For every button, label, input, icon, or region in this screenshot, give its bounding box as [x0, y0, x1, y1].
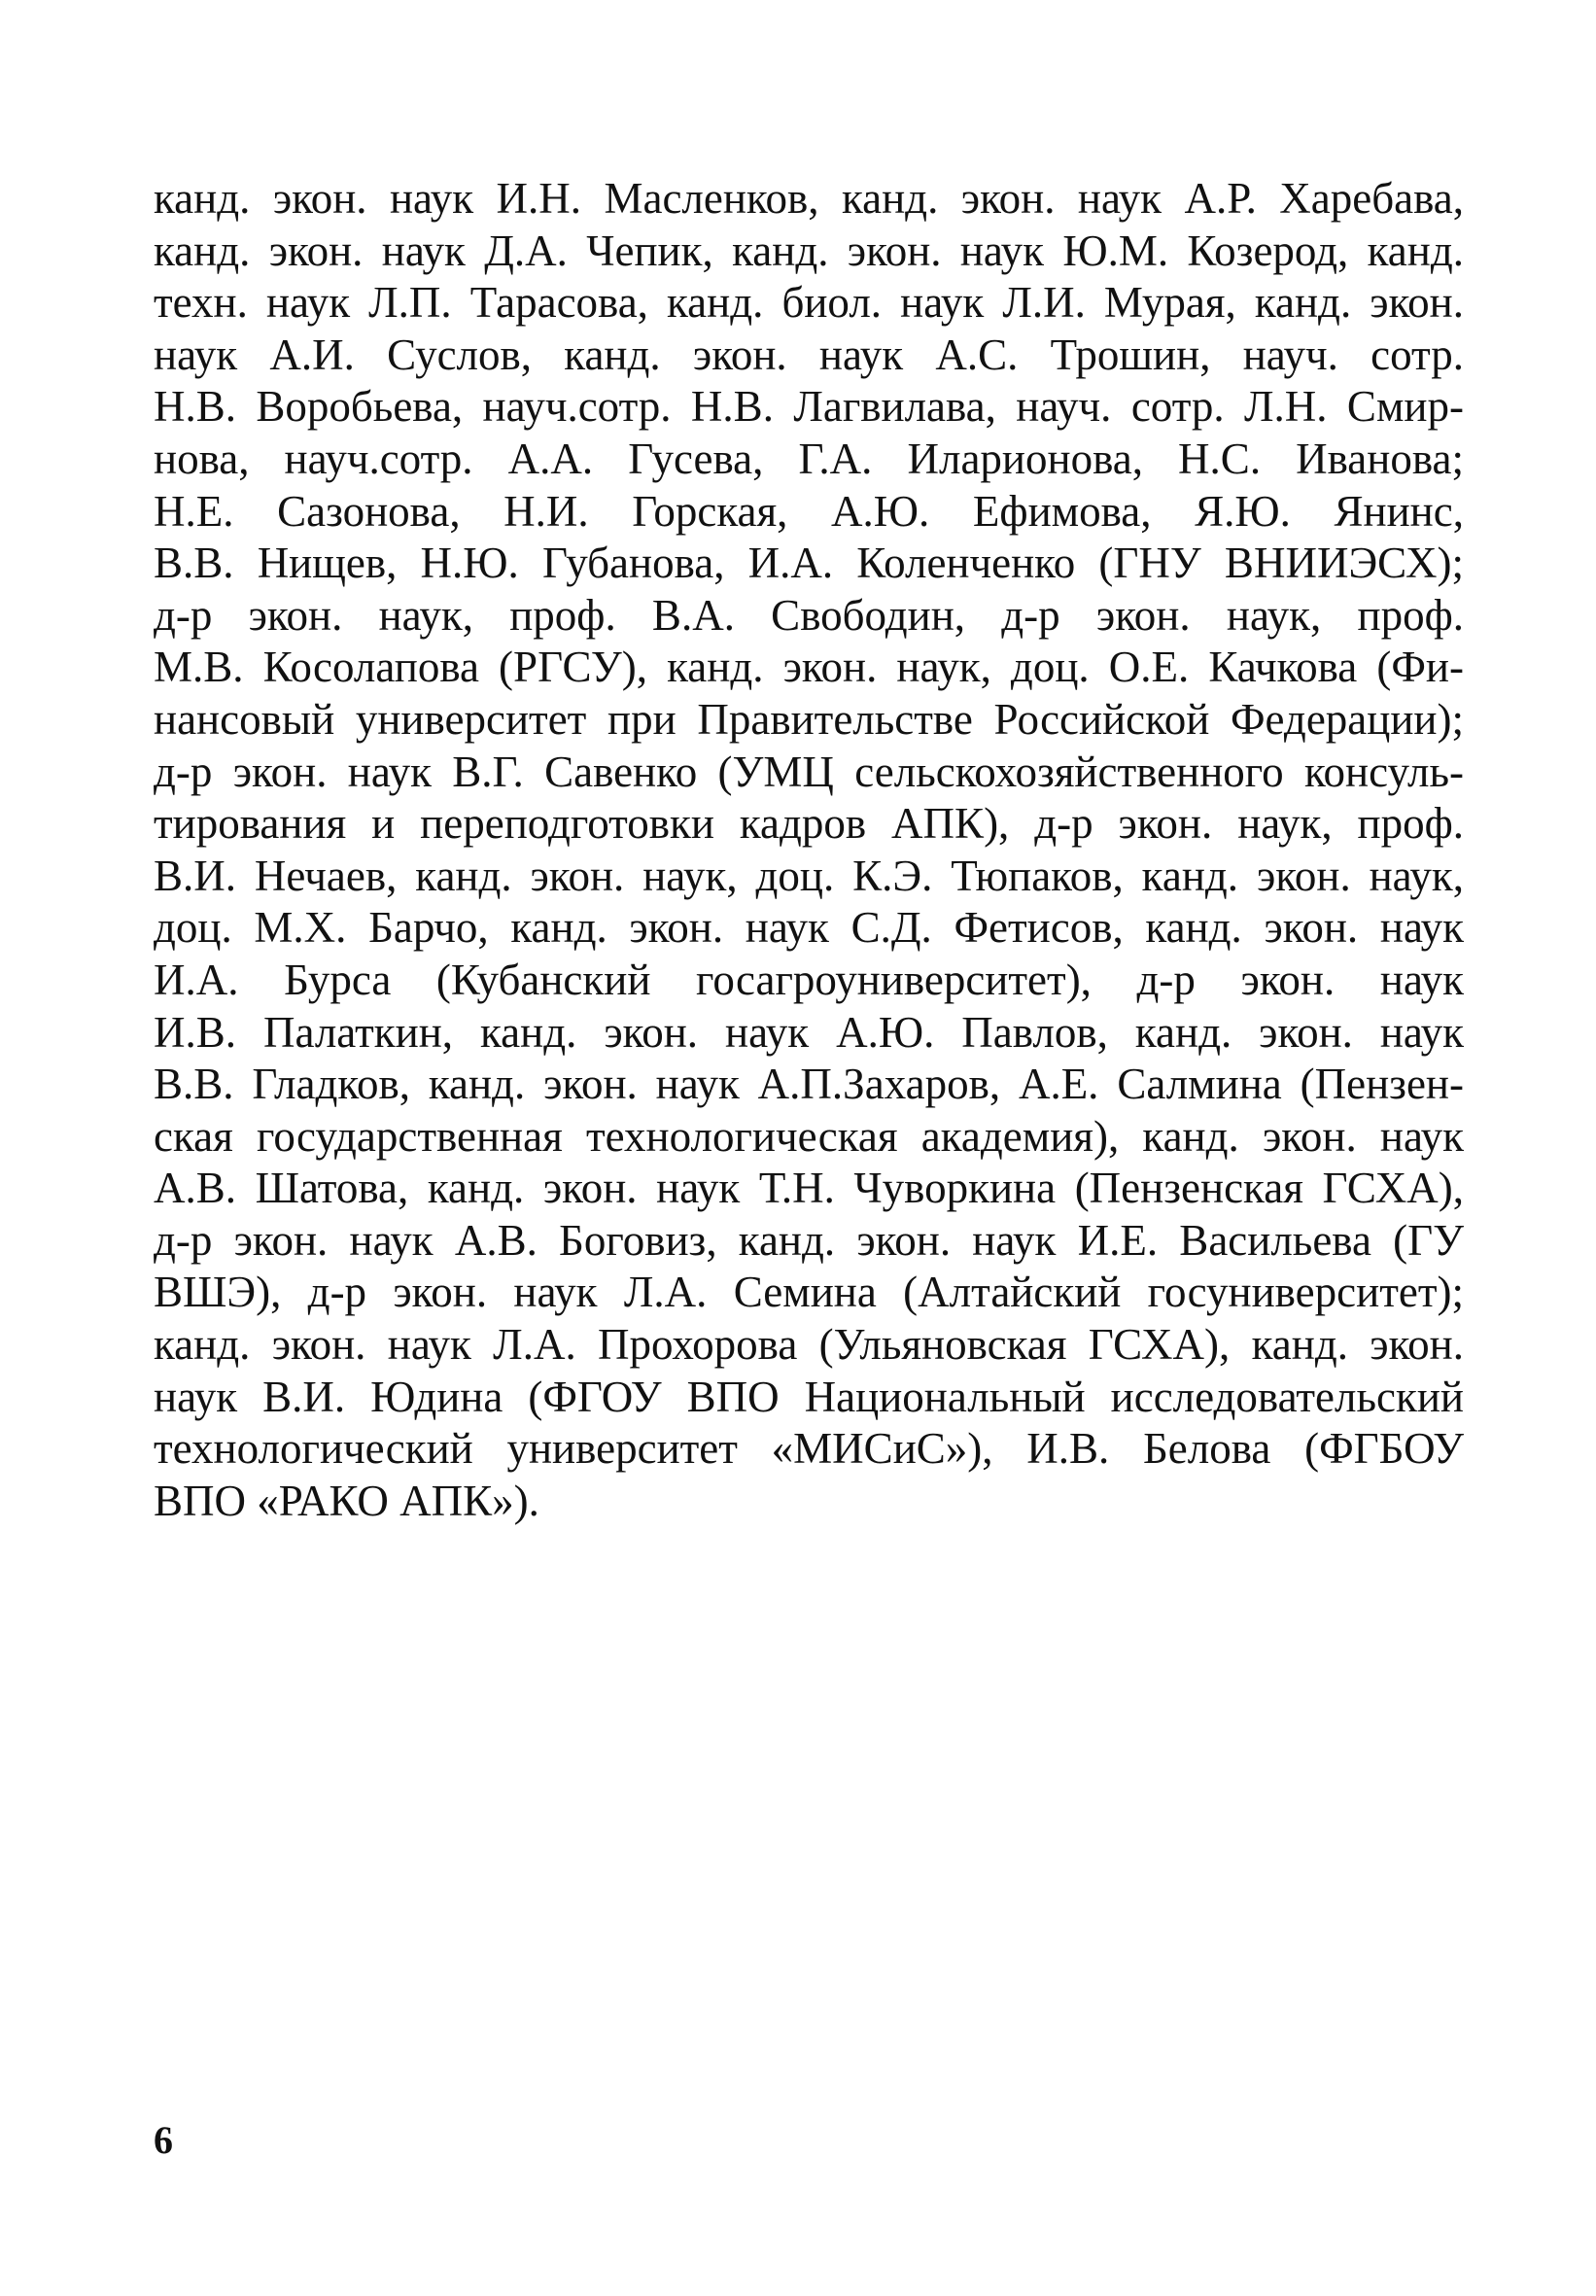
page-number: 6 — [154, 2118, 173, 2162]
text-line: ВШЭ), д-р экон. наук Л.А. Семина (Алтайский госуниверситет); — [154, 1268, 1464, 1317]
text-line: технологический университет «МИСиС»), И.В. Белова (ФГБОУ — [154, 1424, 1464, 1474]
text-line: Н.В. Воробьева, науч.сотр. Н.В. Лагвилава, науч. сотр. Л.Н. Смир- — [154, 382, 1464, 432]
text-line: наук А.И. Суслов, канд. экон. наук А.С. Трошин, науч. сотр. — [154, 330, 1464, 379]
text-line: М.В. Косолапова (РГСУ), канд. экон. наук, доц. О.Е. Качкова (Фи- — [154, 643, 1464, 692]
text-line: И.А. Бурса (Кубанский госагроуниверситет), д-р экон. наук — [154, 955, 1464, 1004]
text-line-last: ВПО «РАКО АПК»). — [154, 1476, 539, 1525]
text-line: д-р экон. наук А.В. Боговиз, канд. экон. наук И.Е. Васильева (ГУ — [154, 1215, 1464, 1265]
text-line: наук В.И. Юдина (ФГОУ ВПО Национальный исследовательский — [154, 1372, 1464, 1421]
text-line: А.В. Шатова, канд. экон. наук Т.Н. Чуворкина (Пензенская ГСХА), — [154, 1164, 1464, 1213]
text-line: Н.Е. Сазонова, Н.И. Горская, А.Ю. Ефимова, Я.Ю. Янинс, — [154, 486, 1464, 536]
text-line: д-р экон. наук, проф. В.А. Свободин, д-р экон. наук, проф. — [154, 590, 1464, 640]
text-line: тирования и переподготовки кадров АПК), д-р экон. наук, проф. — [154, 799, 1464, 849]
text-line: В.В. Нищев, Н.Ю. Губанова, И.А. Коленченко (ГНУ ВНИИЭСХ); — [154, 539, 1464, 588]
text-line: канд. экон. наук Д.А. Чепик, канд. экон. наук Ю.М. Козерод, канд. — [154, 226, 1464, 275]
text-line: техн. наук Л.П. Тарасова, канд. биол. наук Л.И. Мурая, канд. экон. — [154, 278, 1464, 328]
text-line: канд. экон. наук Л.А. Прохорова (Ульяновская ГСХА), канд. экон. — [154, 1320, 1464, 1370]
text-line: канд. экон. наук И.Н. Масленков, канд. экон. наук А.Р. Харебава, — [154, 174, 1464, 223]
contributors-paragraph — [154, 173, 1464, 1527]
text-line: ская государственная технологическая академия), канд. экон. наук — [154, 1111, 1464, 1161]
text-line: В.В. Гладков, канд. экон. наук А.П.Захаров, А.Е. Салмина (Пензен- — [154, 1060, 1464, 1109]
text-line: нова, науч.сотр. А.А. Гусева, Г.А. Иларионова, Н.С. Иванова; — [154, 434, 1464, 483]
text-line: нансовый университет при Правительстве Российской Федерации); — [154, 694, 1464, 744]
text-line: д-р экон. наук В.Г. Савенко (УМЦ сельскохозяйственного консуль- — [154, 747, 1464, 796]
text-line: доц. М.Х. Барчо, канд. экон. наук С.Д. Фетисов, канд. экон. наук — [154, 903, 1464, 953]
text-line: И.В. Палаткин, канд. экон. наук А.Ю. Павлов, канд. экон. наук — [154, 1007, 1464, 1057]
text-line: В.И. Нечаев, канд. экон. наук, доц. К.Э. Тюпаков, канд. экон. наук, — [154, 851, 1464, 900]
